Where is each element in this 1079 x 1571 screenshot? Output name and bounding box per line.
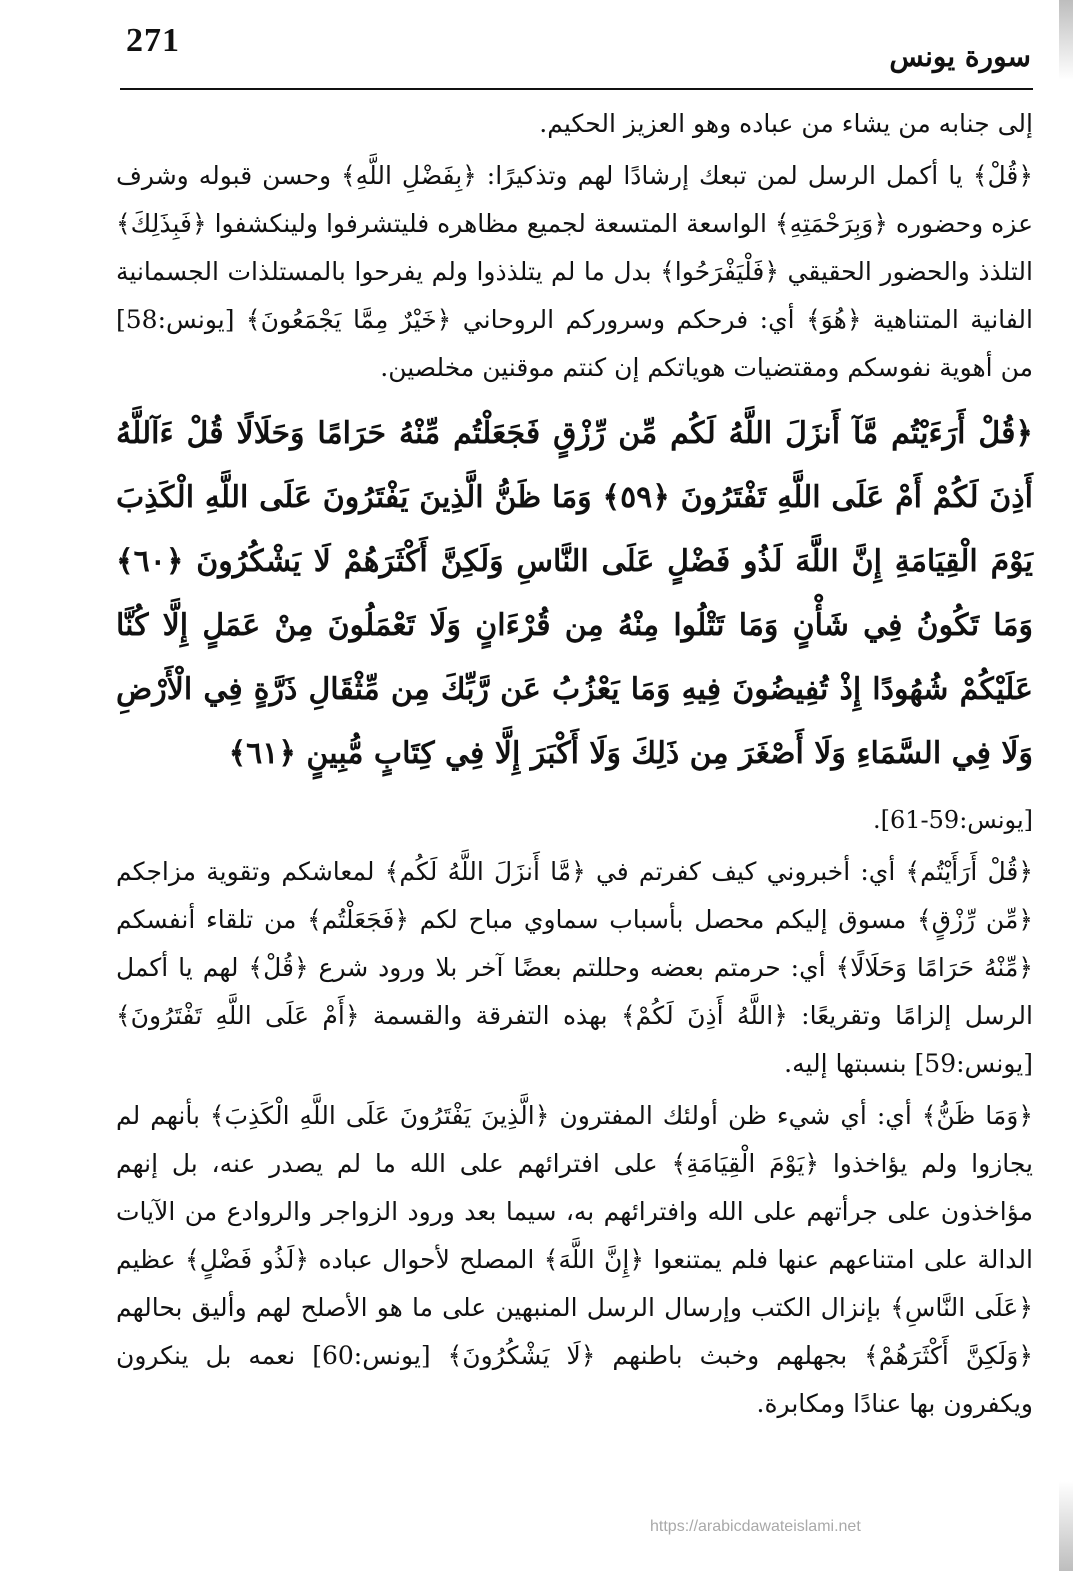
page-number: 271: [126, 22, 180, 59]
scan-edge-mark-bottom: [1059, 1481, 1073, 1571]
watermark-url: https://arabicdawateislami.net: [650, 1518, 861, 1535]
surah-title: سورة يونس: [889, 40, 1031, 73]
paragraph: ﴿قُلْ﴾ يا أكمل الرسل لمن تبعك إرشادًا لهم وتذكيرًا: ﴿بِفَضْلِ اللَّهِ﴾ وحسن قبوله وشرف عزه وحضوره ﴿وَبِرَحْمَتِهِ﴾ الواسعة المتسعة لجميع مظاهره فليتشرفوا ولينكشفوا ﴿فَبِذَلِكَ﴾ التلذذ والحضور الحقيقي ﴿فَلْيَفْرَحُوا﴾ بدل ما لم يتلذذوا ولم يفرحوا بالمستلذات الجسمانية الفانية المتناهية ﴿هُوَ﴾ أي: فرحكم وسروركم الروحاني ﴿خَيْرٌ مِمَّا يَجْمَعُونَ﴾ [يونس:58] من أهوية نفوسكم ومقتضيات هوياتكم إن كنتم موقنين مخلصين.: [116, 161, 1033, 382]
paragraph: ﴿وَمَا ظَنُّ﴾ أي: أي شيء ظن أولئك المفترون ﴿الَّذِينَ يَفْتَرُونَ عَلَى اللَّهِ الْكَذِبَ﴾ بأنهم لم يجازوا ولم يؤاخذوا ﴿يَوْمَ الْقِيَامَةِ﴾ على افترائهم على الله ما لم يصدر عنه، بل إنهم مؤاخذون على جرأتهم على الله وافترائهم به، سيما بعد ورود الزواجر والروادع من الآيات الدالة على امتناعهم عنها فلم يمتنعوا ﴿إِنَّ اللَّهَ﴾ المصلح لأحوال عباده ﴿لَذُو فَضْلٍ﴾ عظيم ﴿عَلَى النَّاسِ﴾ بإنزال الكتب وإرسال الرسل المنبهين على ما هو الأصلح لهم وأليق بحالهم ﴿وَلَكِنَّ أَكْثَرَهُمْ﴾ بجهلهم وخبث باطنهم ﴿لَا يَشْكُرُونَ﴾ [يونس:60] نعمه بل ينكرون ويكفرون بها عنادًا ومكابرة.: [116, 1101, 1033, 1418]
verse-reference: [يونس:59-61].: [872, 806, 1033, 834]
header-divider: [120, 88, 1033, 90]
page-body: [116, 100, 1033, 1432]
paragraph: ﴿قُلْ أَرَأَيْتُم﴾ أي: أخبروني كيف كفرتم في ﴿مَّا أَنزَلَ اللَّهُ لَكُم﴾ لمعاشكم وتقوية مزاجكم ﴿مِّن رِّزْقٍ﴾ مسوق إليكم محصل بأسباب سماوي مباح لكم ﴿فَجَعَلْتُم﴾ من تلقاء أنفسكم ﴿مِّنْهُ حَرَامًا وَحَلَالًا﴾ أي: حرمتم بعضه وحللتم بعضًا آخر بلا ورود شرع ﴿قُلْ﴾ لهم يا أكمل الرسل إلزامًا وتقريعًا: ﴿اللَّهُ أَذِنَ لَكُمْ﴾ بهذه التفرقة والقسمة ﴿أَمْ عَلَى اللَّهِ تَفْتَرُونَ﴾ [يونس:59] بنسبتها إليه.: [116, 857, 1033, 1078]
scan-edge-mark: [1059, 0, 1073, 80]
quran-verses: ﴿قُلْ أَرَءَيْتُم مَّآ أَنزَلَ اللَّهُ لَكُم مِّن رِّزْقٍ فَجَعَلْتُم مِّنْهُ حَرَامًا وَحَلَالًا قُلْ ءَآللَّهُ أَذِنَ لَكُمْ أَمْ عَلَى اللَّهِ تَفْتَرُونَ ﴿٥٩﴾ وَمَا ظَنُّ الَّذِينَ يَفْتَرُونَ عَلَى اللَّهِ الْكَذِبَ يَوْمَ الْقِيَامَةِ إِنَّ اللَّهَ لَذُو فَضْلٍ عَلَى النَّاسِ وَلَكِنَّ أَكْثَرَهُمْ لَا يَشْكُرُونَ ﴿٦٠﴾ وَمَا تَكُونُ فِي شَأْنٍ وَمَا تَتْلُوا مِنْهُ مِن قُرْءَانٍ وَلَا تَعْمَلُونَ مِنْ عَمَلٍ إِلَّا كُنَّا عَلَيْكُمْ شُهُودًا إِذْ تُفِيضُونَ فِيهِ وَمَا يَعْزُبُ عَن رَّبِّكَ مِن مِّثْقَالِ ذَرَّةٍ فِي الْأَرْضِ وَلَا فِي السَّمَاءِ وَلَا أَصْغَرَ مِن ذَلِكَ وَلَا أَكْبَرَ إِلَّا فِي كِتَابٍ مُّبِينٍ ﴿٦١﴾: [116, 416, 1033, 771]
paragraph: إلى جنابه من يشاء من عباده وهو العزيز الحكيم.: [539, 109, 1033, 138]
